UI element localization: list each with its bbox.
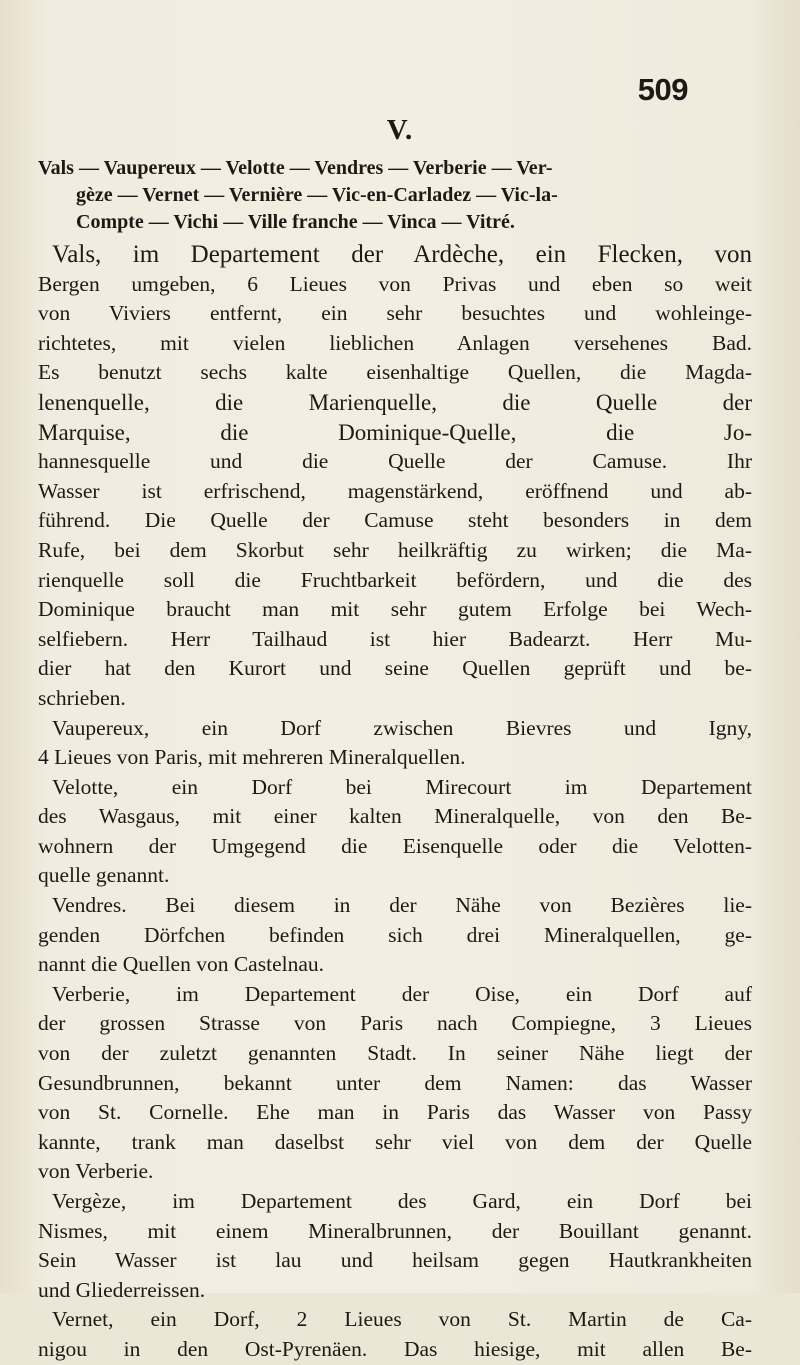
text-line: quelle genannt. xyxy=(38,863,170,888)
summary-line: gèze — Vernet — Vernière — Vic-en-Carladez — Vic-la- xyxy=(76,184,558,206)
text-line: von der zuletzt genannten Stadt. In seiner Nähe liegt der xyxy=(38,1041,752,1066)
entry-vaupereux-first-line: Vaupereux, ein Dorf zwischen Bievres und Igny, xyxy=(52,715,752,740)
text-line: nannt die Quellen von Castelnau. xyxy=(38,952,324,977)
text-line: von Viviers entfernt, ein sehr besuchtes und wohleinge- xyxy=(38,301,752,326)
text-line: genden Dörfchen befinden sich drei Mineralquellen, ge- xyxy=(38,922,752,947)
text-line: hannesquelle und die Quelle der Camuse. Ihr xyxy=(38,449,752,474)
text-line: von St. Cornelle. Ehe man in Paris das Wasser von Passy xyxy=(38,1100,752,1125)
text-line: Es benutzt sechs kalte eisenhaltige Quellen, die Magda- xyxy=(38,360,752,385)
text-line: Nismes, mit einem Mineralbrunnen, der Bouillant genannt. xyxy=(38,1218,752,1243)
text-line: Wasser ist erfrischend, magenstärkend, eröffnend und ab- xyxy=(38,478,752,503)
section-summary xyxy=(38,155,742,236)
text-line: 4 Lieues von Paris, mit mehreren Mineralquellen. xyxy=(38,745,466,770)
text-line: rienquelle soll die Fruchtbarkeit befördern, und die des xyxy=(38,567,752,592)
page-number: 509 xyxy=(637,72,688,107)
entry-vergeze-first-line: Vergèze, im Departement des Gard, ein Dorf bei xyxy=(52,1189,752,1213)
text-line: richtetes, mit vielen lieblichen Anlagen versehenes Bad. xyxy=(38,330,752,355)
text-line: schrieben. xyxy=(38,685,126,710)
text-line: Rufe, bei dem Skorbut sehr heilkräftig zu wirken; die Ma- xyxy=(38,537,752,562)
summary-line: Vals — Vaupereux — Velotte — Vendres — Verberie — Ver- xyxy=(38,157,553,179)
entry-velotte-first-line: Velotte, ein Dorf bei Mirecourt im Departement xyxy=(52,774,752,799)
entry-vendres-first-line: Vendres. Bei diesem in der Nähe von Bezières lie- xyxy=(52,893,752,918)
entry-verberie-first-line: Verberie, im Departement der Oise, ein Dorf auf xyxy=(52,981,752,1006)
article-text xyxy=(38,240,752,1365)
text-line: von Verberie. xyxy=(38,1159,154,1184)
entry-vernet-first-line: Vernet, ein Dorf, 2 Lieues von St. Martin de Ca- xyxy=(52,1307,752,1332)
text-line: führend. Die Quelle der Camuse steht besonders in dem xyxy=(38,508,752,533)
text-line: kannte, trank man daselbst sehr viel von dem der Quelle xyxy=(38,1129,752,1154)
text-line: des Wasgaus, mit einer kalten Mineralquelle, von den Be- xyxy=(38,804,752,829)
entry-vals-first-line: Vals, im Departement der Ardèche, ein Flecken, von xyxy=(52,241,752,268)
text-line: Marquise, die Dominique-Quelle, die Jo- xyxy=(38,419,752,445)
text-line: wohnern der Umgegend die Eisenquelle oder die Velotten- xyxy=(38,833,752,858)
text-line: nigou in den Ost-Pyrenäen. Das hiesige, mit allen Be- xyxy=(38,1336,752,1361)
text-line: lenenquelle, die Marienquelle, die Quelle der xyxy=(38,389,752,415)
text-line: Dominique braucht man mit sehr gutem Erfolge bei Wech- xyxy=(38,597,752,622)
section-heading: V. xyxy=(386,114,414,146)
text-line: Sein Wasser ist lau und heilsam gegen Hautkrankheiten xyxy=(38,1248,752,1273)
text-line: und Gliederreissen. xyxy=(38,1277,206,1302)
summary-line: Compte — Vichi — Ville franche — Vinca — Vitré. xyxy=(76,211,515,233)
text-line: dier hat den Kurort und seine Quellen geprüft und be- xyxy=(38,656,752,681)
text-line: Bergen umgeben, 6 Lieues von Privas und eben so weit xyxy=(38,271,752,296)
text-line: der grossen Strasse von Paris nach Compiegne, 3 Lieues xyxy=(38,1011,752,1036)
text-line: Gesundbrunnen, bekannt unter dem Namen: das Wasser xyxy=(38,1070,752,1095)
text-line: selfiebern. Herr Tailhaud ist hier Badearzt. Herr Mu- xyxy=(38,626,752,651)
